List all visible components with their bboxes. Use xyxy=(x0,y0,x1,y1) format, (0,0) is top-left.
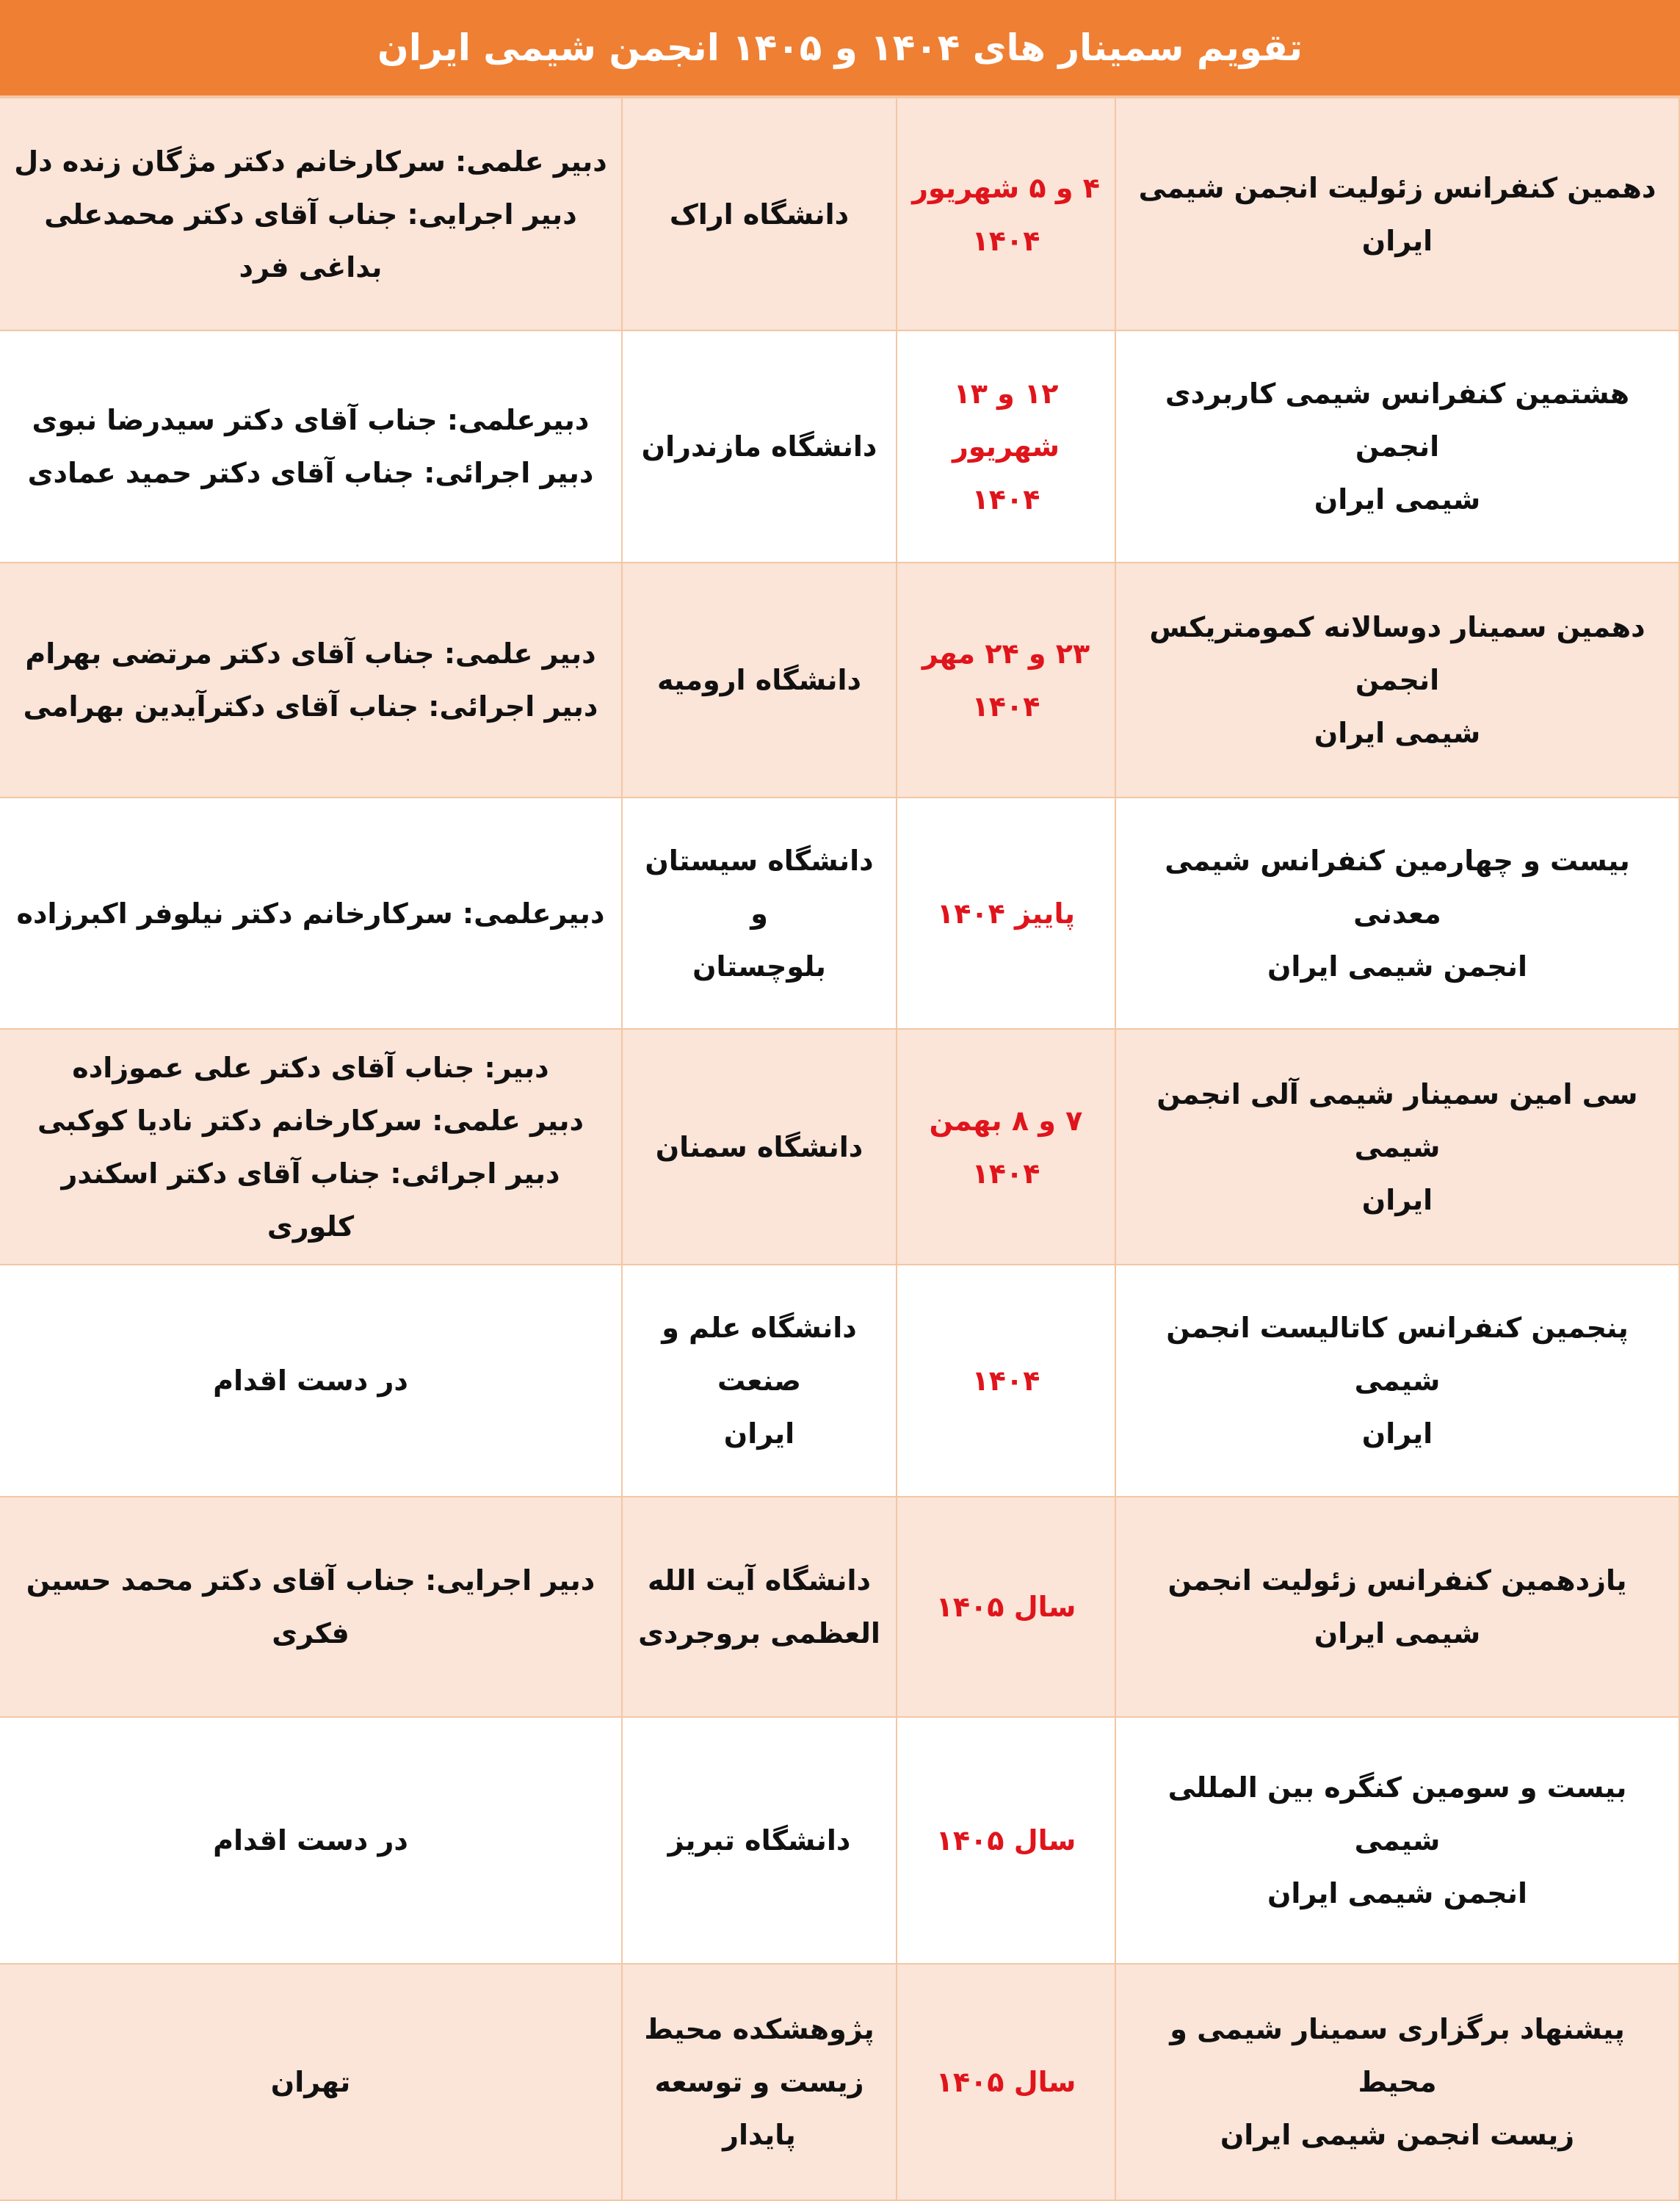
seminar-title-cell xyxy=(1115,1265,1679,1497)
seminar-host-cell xyxy=(622,1029,897,1265)
seminar-date-cell xyxy=(897,1265,1115,1497)
seminar-date-line: ۲۳ و ۲۴ مهر xyxy=(922,637,1090,670)
seminar-secretary-cell xyxy=(0,1497,622,1717)
seminar-title-cell xyxy=(1115,1029,1679,1265)
seminar-host-cell xyxy=(622,798,897,1029)
seminar-host-line: دانشگاه سیستان و xyxy=(645,844,874,930)
seminar-host-cell xyxy=(622,563,897,798)
table-row xyxy=(0,1964,1679,2200)
seminar-secretary-cell xyxy=(0,1265,622,1497)
table-row xyxy=(0,1029,1679,1265)
seminar-date-cell xyxy=(897,1964,1115,2200)
seminar-date-line: ۱۴۰۴ xyxy=(971,483,1040,516)
seminar-title-cell xyxy=(1115,1497,1679,1717)
seminar-title-line: انجمن شیمی ایران xyxy=(1267,950,1527,983)
seminar-title-line: هشتمین کنفرانس شیمی کاربردی انجمن xyxy=(1165,377,1630,463)
seminar-secretary-line: دبیرعلمی: جناب آقای دکتر سیدرضا نبوی xyxy=(32,404,590,436)
seminar-title-line: دهمین سمینار دوسالانه کمومتریکس انجمن xyxy=(1149,611,1645,696)
seminar-title-cell xyxy=(1115,1964,1679,2200)
seminar-host-line: دانشگاه تبریز xyxy=(667,1824,851,1857)
seminar-host-line: پژوهشکده محیط xyxy=(644,2013,875,2045)
seminar-title-cell xyxy=(1115,330,1679,563)
seminar-title-line: شیمی ایران xyxy=(1314,717,1481,749)
seminar-title-line: ایران xyxy=(1361,1417,1433,1450)
seminar-host-line: زیست و توسعه xyxy=(654,2066,864,2098)
seminar-secretary-line: تهران xyxy=(270,2066,351,2098)
seminar-secretary-cell xyxy=(0,1964,622,2200)
table-row xyxy=(0,1497,1679,1717)
seminar-secretary-line: دبیر علمی: سرکارخانم دکتر مژگان زنده دل xyxy=(14,145,607,178)
seminar-title-cell xyxy=(1115,98,1679,330)
seminar-secretary-line: دبیر علمی: جناب آقای دکتر مرتضی بهرام xyxy=(25,637,596,670)
seminar-date-line: پاییز ۱۴۰۴ xyxy=(937,897,1075,930)
table-row xyxy=(0,563,1679,798)
seminar-table-body xyxy=(0,98,1679,2200)
seminar-secretary-line: دبیرعلمی: سرکارخانم دکتر نیلوفر اکبرزاده xyxy=(16,897,605,930)
table-row xyxy=(0,1717,1679,1964)
seminar-secretary-line: دبیر اجرایی: جناب آقای دکتر محمدعلی بداغی فرد xyxy=(44,198,577,283)
seminar-host-cell xyxy=(622,98,897,330)
table-row xyxy=(0,98,1679,330)
seminar-secretary-cell xyxy=(0,1029,622,1265)
seminar-host-line: بلوچستان xyxy=(692,950,826,983)
table-row xyxy=(0,798,1679,1029)
seminar-secretary-line: در دست اقدام xyxy=(213,1365,408,1397)
seminar-date-cell xyxy=(897,330,1115,563)
seminar-title-line: انجمن شیمی ایران xyxy=(1267,1877,1527,1909)
seminar-host-line: دانشگاه ارومیه xyxy=(656,664,862,696)
page-title: تقویم سمینار های ۱۴۰۴ و ۱۴۰۵ انجمن شیمی ایران xyxy=(0,0,1680,97)
seminar-host-line: ایران xyxy=(723,1417,795,1450)
seminar-date-line: ۷ و ۸ بهمن xyxy=(929,1104,1083,1137)
seminar-host-cell xyxy=(622,1964,897,2200)
seminar-date-cell xyxy=(897,563,1115,798)
seminar-title-line: یازدهمین کنفرانس زئولیت انجمن شیمی ایران xyxy=(1167,1564,1627,1649)
seminar-date-line: ۱۲ و ۱۳ شهریور xyxy=(952,377,1060,463)
seminar-secretary-cell xyxy=(0,98,622,330)
seminar-host-cell xyxy=(622,1717,897,1964)
seminar-title-cell xyxy=(1115,563,1679,798)
seminar-secretary-line: دبیر علمی: سرکارخانم دکتر نادیا کوکبی xyxy=(37,1104,584,1137)
seminar-host-line: دانشگاه سمنان xyxy=(655,1130,863,1163)
seminar-date-cell xyxy=(897,1717,1115,1964)
seminar-date-cell xyxy=(897,1029,1115,1265)
table-row xyxy=(0,330,1679,563)
seminar-title-cell xyxy=(1115,1717,1679,1964)
seminar-date-line: سال ۱۴۰۵ xyxy=(935,1824,1076,1857)
seminar-title-line: ایران xyxy=(1361,1183,1433,1216)
seminar-host-line: دانشگاه علم و صنعت xyxy=(662,1312,857,1397)
seminar-host-line: دانشگاه مازندران xyxy=(641,430,877,463)
seminar-date-cell xyxy=(897,1497,1115,1717)
seminar-title-line: بیست و سومین کنگره بین المللی شیمی xyxy=(1167,1771,1627,1857)
seminar-host-cell xyxy=(622,330,897,563)
seminar-title-line: شیمی ایران xyxy=(1314,483,1481,516)
seminar-secretary-line: دبیر اجرائی: جناب آقای دکتر اسکندر کلوری xyxy=(61,1157,560,1243)
seminar-secretary-cell xyxy=(0,563,622,798)
seminar-table xyxy=(0,97,1680,2201)
seminar-date-line: ۱۴۰۴ xyxy=(971,1365,1040,1397)
seminar-host-cell xyxy=(622,1265,897,1497)
seminar-title-line: پیشنهاد برگزاری سمینار شیمی و محیط xyxy=(1170,2013,1625,2098)
seminar-secretary-cell xyxy=(0,798,622,1029)
table-row xyxy=(0,1265,1679,1497)
seminar-title-line: زیست انجمن شیمی ایران xyxy=(1220,2119,1575,2151)
seminar-host-line: دانشگاه اراک xyxy=(669,198,850,231)
seminar-date-line: ۴ و ۵ شهریور xyxy=(912,171,1100,204)
seminar-host-cell xyxy=(622,1497,897,1717)
seminar-title-line: پنجمین کنفرانس کاتالیست انجمن شیمی xyxy=(1166,1312,1629,1397)
seminar-date-line: ۱۴۰۴ xyxy=(971,224,1040,257)
seminar-date-cell xyxy=(897,98,1115,330)
seminar-date-line: ۱۴۰۴ xyxy=(971,690,1040,723)
seminar-secretary-line: دبیر اجرائی: جناب آقای دکتر حمید عمادی xyxy=(27,457,594,489)
seminar-host-line: پایدار xyxy=(723,2119,796,2151)
seminar-secretary-cell xyxy=(0,330,622,563)
seminar-title-line: دهمین کنفرانس زئولیت انجمن شیمی ایران xyxy=(1138,171,1657,257)
seminar-title-line: سی امین سمینار شیمی آلی انجمن شیمی xyxy=(1156,1077,1638,1163)
seminar-secretary-line: دبیر: جناب آقای دکتر علی عموزاده xyxy=(72,1051,549,1084)
seminar-host-line: العظمی بروجردی xyxy=(638,1617,880,1649)
seminar-date-line: سال ۱۴۰۵ xyxy=(935,1591,1076,1623)
seminar-secretary-line: دبیر اجرائی: جناب آقای دکترآیدین بهرامی xyxy=(23,690,598,723)
seminar-title-line: بیست و چهارمین کنفرانس شیمی معدنی xyxy=(1165,844,1630,930)
seminar-date-line: ۱۴۰۴ xyxy=(971,1157,1040,1190)
seminar-date-cell xyxy=(897,798,1115,1029)
seminar-secretary-line: دبیر اجرایی: جناب آقای دکتر محمد حسین فکری xyxy=(26,1564,595,1649)
seminar-host-line: دانشگاه آیت الله xyxy=(647,1564,872,1597)
seminar-title-cell xyxy=(1115,798,1679,1029)
seminar-secretary-cell xyxy=(0,1717,622,1964)
seminar-secretary-line: در دست اقدام xyxy=(213,1824,408,1857)
seminar-date-line: سال ۱۴۰۵ xyxy=(935,2066,1076,2098)
